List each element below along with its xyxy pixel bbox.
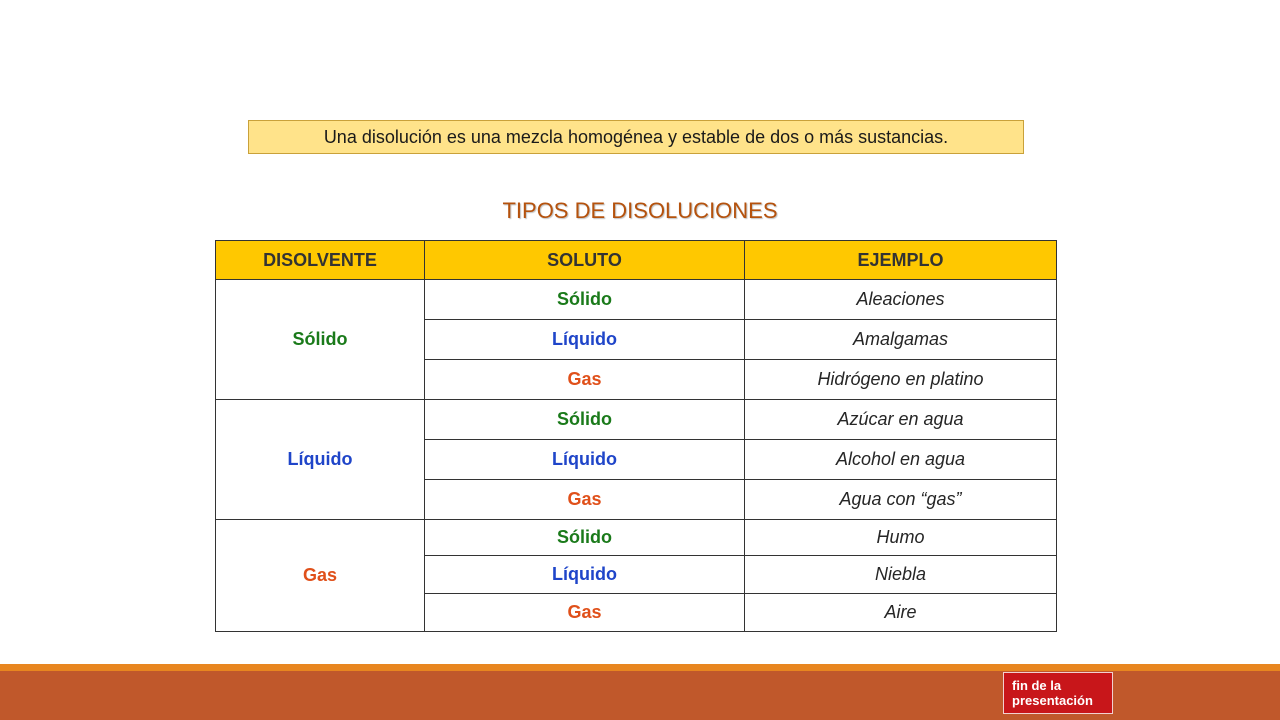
- solvent-cell-gas: Gas: [216, 520, 425, 632]
- table-row: [216, 400, 1057, 440]
- solute-cell: Sólido: [425, 280, 745, 320]
- example-cell: Agua con “gas”: [745, 480, 1057, 520]
- definition-text: Una disolución es una mezcla homogénea y estable de dos o más sustancias.: [323, 126, 949, 147]
- solute-cell: Líquido: [425, 320, 745, 360]
- solute-cell: Sólido: [425, 520, 745, 556]
- example-cell: Humo: [745, 520, 1057, 556]
- header-example: EJEMPLO: [745, 241, 1057, 280]
- page-title: TIPOS DE DISOLUCIONES: [502, 198, 778, 223]
- header-solvent: DISOLVENTE: [216, 241, 425, 280]
- solute-cell: Gas: [425, 360, 745, 400]
- example-cell: Azúcar en agua: [745, 400, 1057, 440]
- solute-cell: Líquido: [425, 440, 745, 480]
- solute-cell: Líquido: [425, 556, 745, 594]
- example-cell: Amalgamas: [745, 320, 1057, 360]
- example-cell: Niebla: [745, 556, 1057, 594]
- example-cell: Hidrógeno en platino: [745, 360, 1057, 400]
- footer-accent-line: [0, 664, 1280, 671]
- solvent-cell-solido: Sólido: [216, 280, 425, 400]
- example-cell: Aire: [745, 594, 1057, 632]
- end-button-line1: fin de la: [1012, 678, 1062, 693]
- table-header-row: [216, 241, 1057, 280]
- solvent-cell-liquido: Líquido: [216, 400, 425, 520]
- solute-cell: Sólido: [425, 400, 745, 440]
- end-presentation-button[interactable]: [1003, 672, 1113, 714]
- solution-types-table: [215, 240, 1057, 632]
- table-row: [216, 280, 1057, 320]
- example-cell: Alcohol en agua: [745, 440, 1057, 480]
- end-button-line2: presentación: [1012, 693, 1093, 708]
- solute-cell: Gas: [425, 594, 745, 632]
- table-row: [216, 520, 1057, 556]
- header-solute: SOLUTO: [425, 241, 745, 280]
- example-cell: Aleaciones: [745, 280, 1057, 320]
- solute-cell: Gas: [425, 480, 745, 520]
- definition-box: [248, 120, 1024, 154]
